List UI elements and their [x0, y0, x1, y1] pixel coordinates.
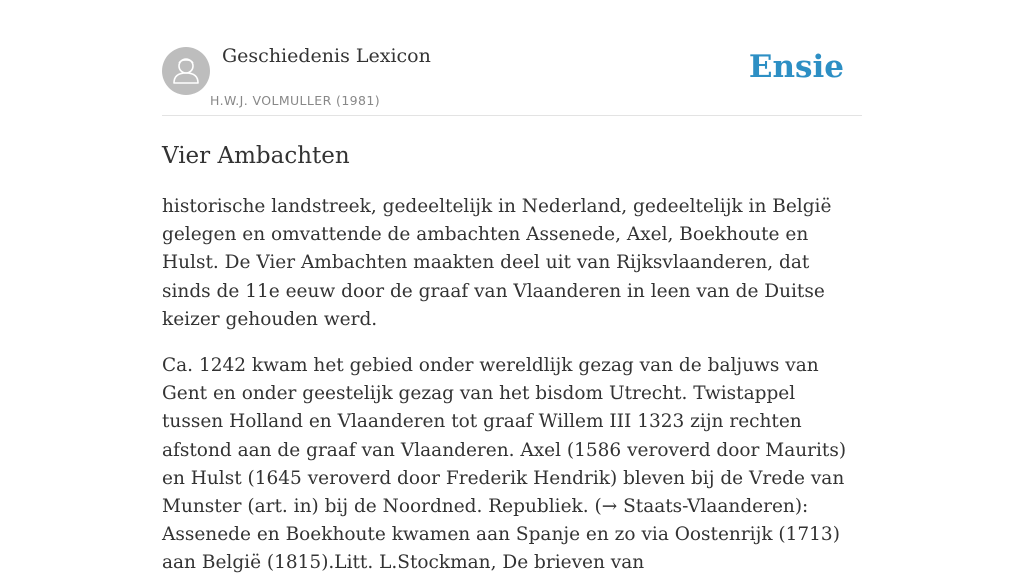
- book-title[interactable]: Geschiedenis Lexicon: [222, 45, 431, 67]
- paragraph-2: Ca. 1242 kwam het gebied onder wereldlijk gezag van de baljuws van Gent en onder geestelijk gezag van het bisdom Utrecht. Twistappel tussen Holland en Vlaanderen tot graaf Willem III 1323 zijn rechten afstond aan de graaf van Vlaanderen. Axel (1586 veroverd door Maurits) en Hulst (1645 veroverd door Frederik Hendrik) bleven bij de Vrede van Munster (art. in) bij de Noordned. Republiek. (→ Staats-Vlaanderen): Assenede en Boekhoute kwamen aan Spanje en zo via Oostenrijk (1713) aan België (1815).Litt. L.Stockman, De brieven van: [162, 355, 847, 574]
- ensie-logo[interactable]: Ensie: [748, 49, 844, 85]
- entry-body: [162, 193, 862, 578]
- avatar[interactable]: [162, 47, 210, 95]
- header: [162, 0, 862, 116]
- page: [162, 0, 862, 574]
- author-credit[interactable]: H.W.J. VOLMULLER (1981): [210, 93, 381, 108]
- entry-title: Vier Ambachten: [162, 143, 350, 169]
- paragraph-1: historische landstreek, gedeeltelijk in Nederland, gedeeltelijk in België gelegen en omvattende de ambachten Assenede, Axel, Boekhoute en Hulst. De Vier Ambachten maakten deel uit van Rijksvlaanderen, dat sinds de 11e eeuw door de graaf van Vlaanderen in leen van de Duitse keizer gehouden werd.: [162, 196, 832, 330]
- user-icon: [162, 47, 210, 95]
